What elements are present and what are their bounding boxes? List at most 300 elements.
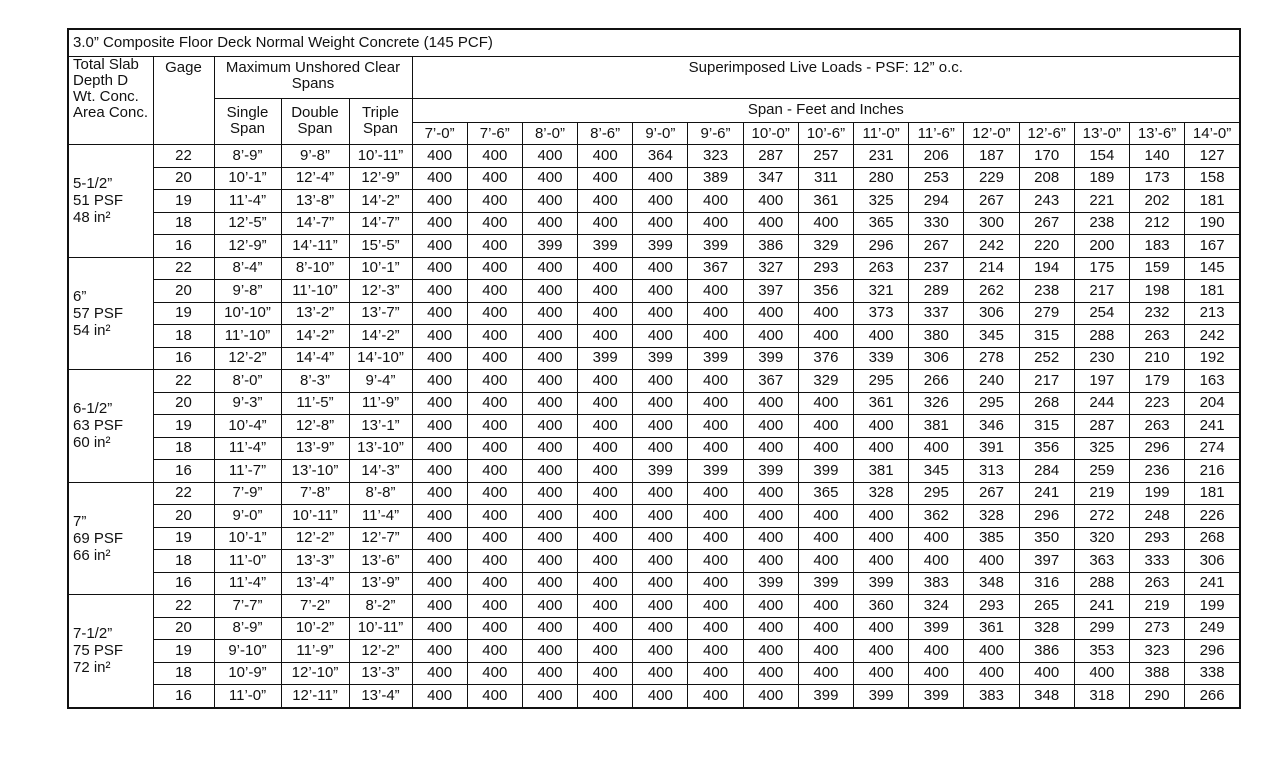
load-cell: 365 [798,482,853,505]
load-cell: 327 [743,257,798,280]
load-cell: 400 [412,302,467,325]
single-span-cell: 8’-9” [214,145,281,168]
table-row [68,572,1240,595]
load-cell: 400 [467,527,522,550]
load-cell: 263 [1129,572,1184,595]
load-cell: 400 [854,617,909,640]
load-cell: 399 [578,347,633,370]
load-cell: 400 [578,325,633,348]
load-cell: 399 [633,347,688,370]
load-cell: 400 [688,482,743,505]
load-cell: 361 [798,190,853,213]
single-span-cell: 12’-5” [214,212,281,235]
slab-group-label [68,257,153,370]
triple-span-cell: 13’-7” [349,302,412,325]
load-cell: 367 [688,257,743,280]
load-cell: 400 [412,595,467,618]
double-span-cell: 14’-7” [281,212,349,235]
load-cell: 400 [578,685,633,708]
double-span-cell: 13’-10” [281,460,349,483]
load-cell: 400 [743,685,798,708]
load-cell: 400 [743,662,798,685]
triple-span-cell: 13’-3” [349,662,412,685]
gage-cell: 18 [153,325,214,348]
load-cell: 399 [688,347,743,370]
load-table [67,28,1241,709]
load-cell: 268 [1185,527,1240,550]
load-cell: 380 [909,325,964,348]
load-cell: 400 [743,595,798,618]
load-cell: 400 [412,437,467,460]
double-span-cell: 14’-11” [281,235,349,258]
load-cell: 232 [1129,302,1184,325]
load-cell: 400 [467,347,522,370]
load-cell: 199 [1185,595,1240,618]
table-row [68,505,1240,528]
load-cell: 226 [1185,505,1240,528]
load-cell: 127 [1185,145,1240,168]
load-cell: 267 [964,482,1019,505]
load-cell: 347 [743,167,798,190]
load-cell: 399 [688,235,743,258]
load-cell: 293 [964,595,1019,618]
load-cell: 400 [798,505,853,528]
load-cell: 219 [1074,482,1129,505]
load-cell: 400 [467,640,522,663]
load-cell: 400 [578,370,633,393]
load-cell: 145 [1185,257,1240,280]
load-cell: 400 [578,640,633,663]
load-cell: 400 [798,212,853,235]
load-cell: 183 [1129,235,1184,258]
gage-cell: 20 [153,280,214,303]
table-row [68,145,1240,168]
single-span-cell: 11’-7” [214,460,281,483]
load-cell: 299 [1074,617,1129,640]
slab-header-line: Wt. Conc. [73,88,139,105]
gage-cell: 16 [153,460,214,483]
load-cell: 400 [467,167,522,190]
load-cell: 365 [854,212,909,235]
slab-weight: 63 PSF [73,417,124,435]
load-cell: 399 [743,347,798,370]
slab-group-label [68,482,153,595]
table-row [68,325,1240,348]
load-cell: 400 [467,302,522,325]
load-cell: 267 [909,235,964,258]
slab-area: 54 in² [73,321,111,339]
load-cell: 400 [412,257,467,280]
load-cell: 400 [467,550,522,573]
double-span-header: Double Span [281,99,349,145]
load-cell: 400 [467,145,522,168]
load-cell: 400 [412,235,467,258]
double-span-cell: 12’-11” [281,685,349,708]
load-cell: 399 [688,460,743,483]
load-cell: 159 [1129,257,1184,280]
load-cell: 242 [1185,325,1240,348]
load-cell: 400 [854,640,909,663]
table-row [68,280,1240,303]
slab-depth: 6-1/2” [73,400,113,418]
triple-span-cell: 9’-4” [349,370,412,393]
slab-header-line: Total Slab [73,56,139,73]
load-cell: 400 [522,460,577,483]
load-cell: 400 [743,550,798,573]
load-cell: 295 [964,392,1019,415]
slab-depth: 7-1/2” [73,625,113,643]
load-cell: 397 [743,280,798,303]
load-cell: 400 [633,527,688,550]
load-cell: 400 [578,527,633,550]
load-cell: 329 [798,235,853,258]
load-cell: 400 [854,437,909,460]
load-cell: 400 [909,527,964,550]
single-span-cell: 11’-0” [214,685,281,708]
triple-span-cell: 10’-1” [349,257,412,280]
gage-cell: 19 [153,190,214,213]
load-cell: 328 [854,482,909,505]
load-cell: 400 [522,505,577,528]
load-cell: 400 [798,392,853,415]
load-cell: 170 [1019,145,1074,168]
load-cell: 386 [743,235,798,258]
load-cell: 399 [743,572,798,595]
load-cell: 263 [1129,325,1184,348]
single-span-cell: 10’-1” [214,167,281,190]
load-cell: 400 [688,617,743,640]
load-cell: 289 [909,280,964,303]
load-cell: 400 [798,617,853,640]
slab-area: 66 in² [73,546,111,564]
table-row [68,460,1240,483]
load-cell: 400 [743,505,798,528]
load-cell: 400 [522,527,577,550]
load-cell: 400 [578,212,633,235]
load-cell: 400 [688,505,743,528]
load-cell: 400 [522,370,577,393]
load-cell: 383 [964,685,1019,708]
load-cell: 400 [688,662,743,685]
single-span-cell: 10’-4” [214,415,281,438]
load-cell: 266 [909,370,964,393]
load-cell: 350 [1019,527,1074,550]
load-cell: 237 [909,257,964,280]
load-cell: 400 [522,190,577,213]
load-cell: 400 [798,595,853,618]
table-row [68,212,1240,235]
table-row [68,257,1240,280]
load-cell: 400 [522,415,577,438]
triple-span-cell: 14’-3” [349,460,412,483]
load-cell: 296 [1129,437,1184,460]
load-cell: 325 [854,190,909,213]
load-cell: 400 [743,415,798,438]
load-cell: 272 [1074,505,1129,528]
load-cell: 213 [1185,302,1240,325]
load-cell: 399 [578,235,633,258]
load-cell: 311 [798,167,853,190]
span-column-header: 11’-6” [909,123,964,145]
load-cell: 381 [909,415,964,438]
load-cell: 400 [522,145,577,168]
load-table-wrapper [67,28,1239,709]
slab-group-label [68,595,153,708]
load-cell: 345 [964,325,1019,348]
load-cell: 238 [1074,212,1129,235]
load-cell: 263 [1129,415,1184,438]
slab-weight: 57 PSF [73,304,124,322]
load-cell: 173 [1129,167,1184,190]
load-cell: 400 [412,685,467,708]
load-cell: 400 [688,392,743,415]
triple-span-cell: 10’-11” [349,617,412,640]
load-cell: 329 [798,370,853,393]
load-cell: 338 [1185,662,1240,685]
load-cell: 181 [1185,190,1240,213]
table-row [68,392,1240,415]
load-cell: 400 [633,617,688,640]
load-cell: 267 [1019,212,1074,235]
double-span-cell: 14’-4” [281,347,349,370]
load-cell: 229 [964,167,1019,190]
load-cell: 400 [798,415,853,438]
load-cell: 386 [1019,640,1074,663]
load-cell: 400 [578,392,633,415]
double-span-cell: 11’-10” [281,280,349,303]
triple-span-cell: 12’-9” [349,167,412,190]
load-cell: 353 [1074,640,1129,663]
load-cell: 360 [854,595,909,618]
load-cell: 400 [467,280,522,303]
span-column-header: 8’-6” [578,123,633,145]
load-cell: 328 [964,505,1019,528]
gage-cell: 18 [153,212,214,235]
load-cell: 400 [467,437,522,460]
load-cell: 400 [412,662,467,685]
load-cell: 399 [798,685,853,708]
load-cell: 400 [688,640,743,663]
load-cell: 400 [633,392,688,415]
double-span-cell: 13’-9” [281,437,349,460]
load-cell: 263 [854,257,909,280]
double-span-cell: 7’-2” [281,595,349,618]
load-cell: 400 [854,415,909,438]
load-cell: 175 [1074,257,1129,280]
load-cell: 381 [854,460,909,483]
load-cell: 345 [909,460,964,483]
load-cell: 348 [1019,685,1074,708]
load-cell: 324 [909,595,964,618]
load-cell: 400 [688,302,743,325]
double-span-cell: 9’-8” [281,145,349,168]
load-cell: 400 [854,325,909,348]
table-row [68,662,1240,685]
load-cell: 167 [1185,235,1240,258]
load-cell: 321 [854,280,909,303]
load-cell: 400 [743,302,798,325]
load-cell: 400 [688,370,743,393]
gage-cell: 18 [153,550,214,573]
load-cell: 190 [1185,212,1240,235]
load-cell: 400 [688,550,743,573]
load-cell: 400 [412,212,467,235]
load-cell: 400 [633,437,688,460]
table-row [68,685,1240,708]
table-row [68,482,1240,505]
load-cell: 348 [964,572,1019,595]
load-cell: 400 [467,415,522,438]
double-span-cell: 11’-9” [281,640,349,663]
load-cell: 288 [1074,572,1129,595]
load-cell: 279 [1019,302,1074,325]
load-cell: 400 [412,527,467,550]
load-cell: 400 [467,190,522,213]
load-cell: 217 [1074,280,1129,303]
load-cell: 391 [964,437,1019,460]
load-cell: 267 [964,190,1019,213]
load-cell: 400 [633,415,688,438]
load-cell: 400 [412,167,467,190]
gage-cell: 22 [153,257,214,280]
table-row [68,617,1240,640]
load-cell: 400 [412,460,467,483]
single-span-cell: 11’-0” [214,550,281,573]
load-cell: 306 [909,347,964,370]
double-span-cell: 8’-3” [281,370,349,393]
load-cell: 400 [633,662,688,685]
double-span-cell: 12’-10” [281,662,349,685]
single-span-cell: 11’-10” [214,325,281,348]
load-cell: 290 [1129,685,1184,708]
slab-header [68,57,153,145]
gage-cell: 16 [153,235,214,258]
triple-span-cell: 13’-1” [349,415,412,438]
load-cell: 240 [964,370,1019,393]
load-cell: 399 [854,572,909,595]
load-cell: 400 [578,415,633,438]
load-cell: 284 [1019,460,1074,483]
double-span-cell: 10’-2” [281,617,349,640]
single-span-cell: 11’-4” [214,572,281,595]
gage-cell: 19 [153,640,214,663]
load-cell: 400 [522,482,577,505]
load-cell: 400 [633,212,688,235]
load-cell: 328 [1019,617,1074,640]
slab-depth: 6” [73,287,87,305]
load-cell: 189 [1074,167,1129,190]
load-cell: 400 [798,527,853,550]
span-column-header: 13’-6” [1129,123,1184,145]
load-cell: 400 [743,437,798,460]
gage-cell: 19 [153,302,214,325]
slab-depth: 7” [73,512,87,530]
load-cell: 204 [1185,392,1240,415]
load-cell: 253 [909,167,964,190]
slab-weight: 69 PSF [73,529,124,547]
single-span-cell: 9’-0” [214,505,281,528]
load-cell: 400 [412,617,467,640]
double-span-cell: 10’-11” [281,505,349,528]
load-cell: 400 [578,190,633,213]
table-row [68,302,1240,325]
load-cell: 400 [909,640,964,663]
load-cell: 163 [1185,370,1240,393]
live-loads-header: Superimposed Live Loads - PSF: 12” o.c. [412,57,1240,99]
load-cell: 400 [467,617,522,640]
load-cell: 400 [854,662,909,685]
load-cell: 400 [578,167,633,190]
load-cell: 400 [467,595,522,618]
single-span-cell: 12’-2” [214,347,281,370]
load-cell: 361 [854,392,909,415]
load-cell: 295 [909,482,964,505]
gage-cell: 20 [153,392,214,415]
table-row [68,640,1240,663]
slab-header-line: Depth D [73,72,129,89]
load-cell: 400 [522,595,577,618]
gage-cell: 16 [153,347,214,370]
triple-span-cell: 13’-4” [349,685,412,708]
triple-span-cell: 14’-2” [349,325,412,348]
load-cell: 259 [1074,460,1129,483]
load-cell: 296 [854,235,909,258]
load-cell: 326 [909,392,964,415]
load-cell: 400 [633,640,688,663]
single-span-cell: 7’-7” [214,595,281,618]
single-span-cell: 11’-4” [214,437,281,460]
load-cell: 274 [1185,437,1240,460]
load-cell: 400 [964,640,1019,663]
load-cell: 400 [578,505,633,528]
load-cell: 400 [522,212,577,235]
load-cell: 400 [688,527,743,550]
load-cell: 400 [688,572,743,595]
load-cell: 320 [1074,527,1129,550]
load-cell: 397 [1019,550,1074,573]
load-cell: 197 [1074,370,1129,393]
double-span-cell: 12’-8” [281,415,349,438]
load-cell: 400 [467,482,522,505]
load-cell: 181 [1185,280,1240,303]
load-cell: 249 [1185,617,1240,640]
slab-area: 48 in² [73,209,111,227]
load-cell: 400 [688,325,743,348]
load-cell: 288 [1074,325,1129,348]
load-cell: 208 [1019,167,1074,190]
triple-span-cell: 14’-10” [349,347,412,370]
load-cell: 217 [1019,370,1074,393]
double-span-cell: 12’-4” [281,167,349,190]
load-cell: 400 [522,347,577,370]
load-cell: 400 [578,437,633,460]
load-cell: 400 [798,640,853,663]
load-cell: 400 [688,685,743,708]
load-cell: 400 [467,325,522,348]
load-cell: 400 [578,550,633,573]
load-cell: 194 [1019,257,1074,280]
load-cell: 219 [1129,595,1184,618]
load-cell: 296 [1019,505,1074,528]
load-cell: 400 [578,145,633,168]
load-cell: 400 [467,235,522,258]
span-column-header: 10’-0” [743,123,798,145]
slab-header-line: Area Conc. [73,104,149,121]
load-cell: 313 [964,460,1019,483]
triple-span-cell: 14’-2” [349,190,412,213]
load-cell: 400 [522,550,577,573]
load-cell: 356 [798,280,853,303]
